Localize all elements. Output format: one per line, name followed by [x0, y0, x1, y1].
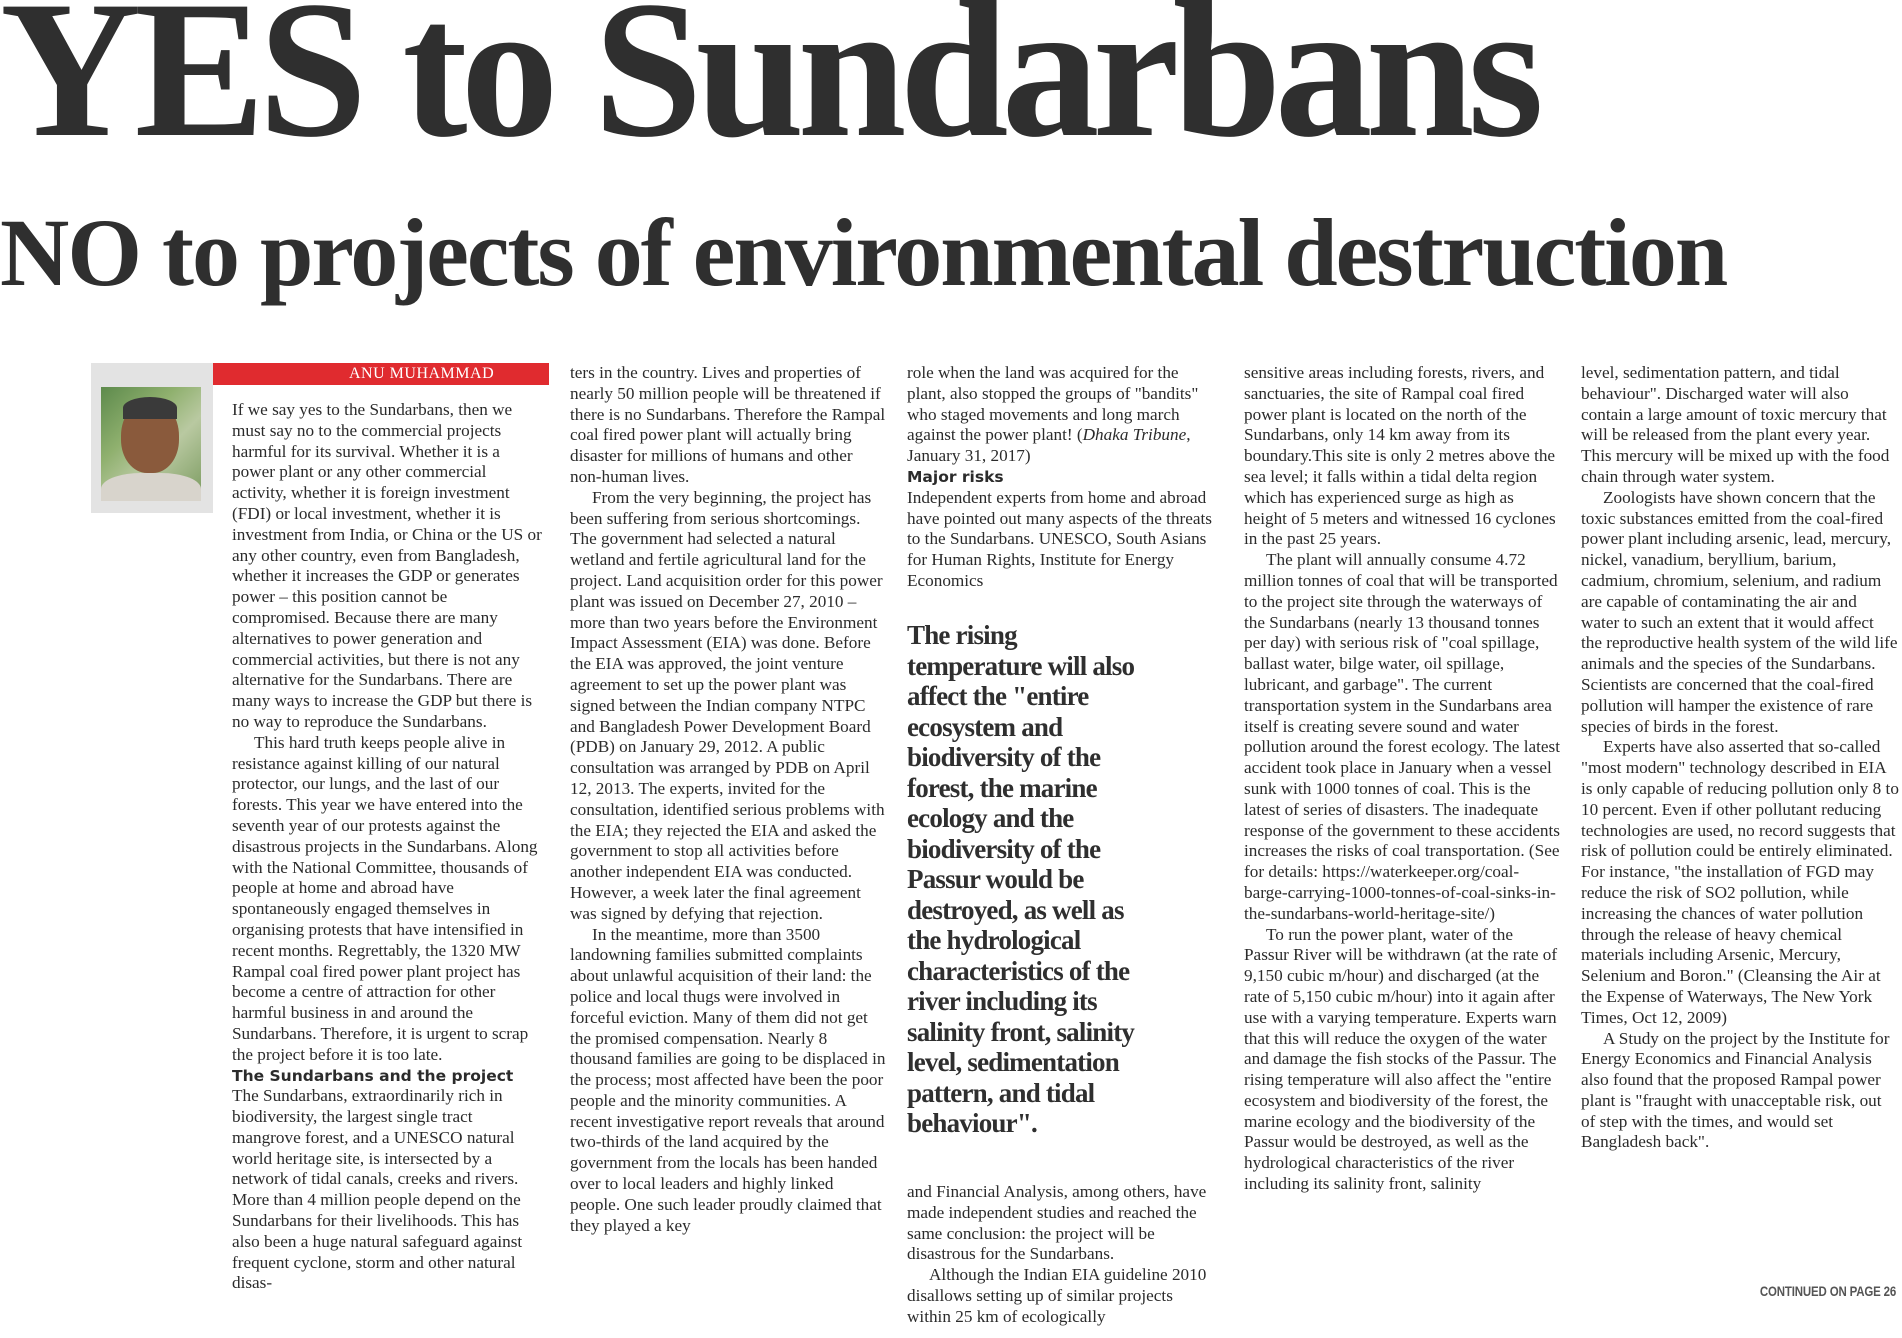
paragraph: Experts have also asserted that so-called "most modern" technology described in EIA is only capable of reducing pollution only 8 to 10 percent. Even if other pollutant reducing technologies are used, no record suggests that risk of pollution could be entirely eliminated. For instance, "the installation of FGD may reduce the risk of SO2 pollution, while increasing the chances of water pollution through the release of heavy chemical materials including Arsenic, Mercury, Selenium and Boron." (Cleansing the Air at the Expense of Waterways, The New York Times, Oct 12, 2009): [1581, 737, 1899, 1027]
paragraph: Independent experts from home and abroad have pointed out many aspects of the threats to the Sundarbans. UNESCO, South Asians for Human Rights, Institute for Energy Economics: [907, 487, 1212, 590]
paragraph: level, sedimentation pattern, and tidal behaviour". Discharged water will also contain a large amount of toxic mercury that will be released from the plant every year. This mercury will be mixed up with the food chain through water system.: [1581, 363, 1890, 486]
paragraph: The Sundarbans, extraordinarily rich in biodiversity, the largest single tract mangrove forest, and a UNESCO natural world heritage site, is intersected by a network of tidal canals, creeks and rivers. More than 4 million people depend on the Sundarbans for their livelihoods. This has also been a huge natural safeguard against frequent cyclone, storm and other natural disas-: [232, 1086, 523, 1293]
author-bar: [213, 363, 549, 385]
paragraph: and Financial Analysis, among others, have made independent studies and reached the same conclusion: the project will be disastrous for the Sundarbans.: [907, 1182, 1207, 1264]
column-5: [1581, 363, 1899, 1153]
paragraph: A Study on the project by the Institute for Energy Economics and Financial Analysis also found that the proposed Rampal power plant is "fraught with unacceptable risk, out of step with the times, and would set Bangladesh back".: [1581, 1028, 1890, 1152]
column-3-continued: [907, 1182, 1221, 1328]
pull-quote: The rising temperature will also affect the "entire ecosystem and biodiversity of the forest, the marine ecology and the biodiversity of the Passur would be destroyed, as well as the hydrological characteristics of the river including its salinity front, salinity level, sedimentation pattern, and tidal behaviour".: [907, 620, 1135, 1138]
paragraph: sensitive areas including forests, rivers, and sanctuaries, the site of Rampal coal fired power plant is located on the north of the Sundarbans, only 14 km away from its boundary.This site is only 2 metres above the sea level; it falls within a tidal delta region which has experienced surge as high as height of 5 meters and witnessed 16 cyclones in the past 25 years.: [1244, 363, 1556, 549]
paragraph: Zoologists have shown concern that the toxic substances emitted from the coal-fired power plant including arsenic, lead, mercury, nickel, vanadium, beryllium, barium, cadmium, chromium, selenium, and radium are capable of contaminating the air and water to such an extent that it would affect the reproductive health system of the wild life animals and the species of the Sundarbans. Scientists are concerned that the coal-fired pollution will hamper the existence of rare species of birds in the forest.: [1581, 487, 1898, 736]
author-name: ANU MUHAMMAD: [349, 365, 495, 382]
author-photo-frame: [91, 363, 213, 513]
column-2: [570, 363, 886, 1236]
paragraph: To run the power plant, water of the Passur River will be withdrawn (at the rate of 9,150 cubic m/hour) and discharged (at the rate of 5,150 cubic m/hour) into it again after use with a varying temperature. Experts warn that this will reduce the oxygen of the water and damage the fish stocks of the Passur. The rising temperature will also affect the "entire ecosystem and biodiversity of the forest, the marine ecology and the biodiversity of the Passur would be destroyed, as well as the hydrological characteristics of the river including its salinity front, salinity: [1244, 924, 1558, 1194]
subheadline: NO to projects of environmental destruction: [0, 199, 1727, 306]
headline: YES to Sundarbans: [0, 0, 1537, 178]
source-name: Dhaka Tribune: [1082, 425, 1187, 445]
paragraph: In the meantime, more than 3500 landowning families submitted complaints about unlawful acquisition of their land: the police and local thugs were involved in forceful eviction. Many of them did not get the promised compensation. Nearly 8 thousand families are going to be displaced in the process; most affected have been the poor people and the minority communities. A recent investigative report reveals that around two-thirds of the land acquired by the government from the locals has been handed over to local leaders and highly linked people. One such leader proudly claimed that they played a key: [570, 924, 886, 1235]
column-1: [232, 400, 544, 1294]
section-heading: The Sundarbans and the project: [232, 1066, 514, 1085]
paragraph: If we say yes to the Sundarbans, then we must say no to the commercial projects harmful for its survival. Whether it is a power plant or any other commercial activity, whether it is foreign investment (FDI) or local investment, whether it is investment from India, or China or the US or any other country, even from Bangladesh, whether it increases the GDP or generates power – this position cannot be compromised. Because there are many alternatives to power generation and commercial activities, but there is not any alternative for the Sundarbans. There are many ways to increase the GDP but there is no way to reproduce the Sundarbans.: [232, 400, 542, 731]
column-3: [907, 363, 1221, 592]
paragraph: From the very beginning, the project has been suffering from serious shortcomings. The government had selected a natural wetland and fertile agricultural land for the project. Land acquisition order for this power plant was issued on December 27, 2010 – more than two years before the Environment Impact Assessment (EIA) was done. Before the EIA was approved, the joint venture agreement to set up the power plant was signed between the Indian company NTPC and Bangladesh Power Development Board (PDB) on January 29, 2012. A public consultation was arranged by PDB on April 12, 2013. The experts, invited for the consultation, identified serious problems with the EIA; they rejected the EIA and asked the government to stop all activities before another independent EIA was conducted. However, a week later the final agreement was signed by defying that rejection.: [570, 487, 885, 923]
author-photo: [101, 387, 201, 501]
section-heading: Major risks: [907, 467, 1004, 486]
paragraph: Although the Indian EIA guideline 2010 disallows setting up of similar projects within 25 km of ecologically: [907, 1265, 1207, 1326]
paragraph: The plant will annually consume 4.72 million tonnes of coal that will be transported to the project site through the waterways of the Sundarbans (nearly 13 thousand tonnes per day) with serious risk of "coal spillage, ballast water, bilge water, oil spillage, lubricant, and garbage". The current transportation system in the Sundarbans area itself is creating severe sound and water pollution around the forest ecology. The latest accident took place in January when a vessel sunk with 1000 tonnes of coal. This is the latest of series of disasters. The inadequate response of the government to these accidents increases the risks of coal transportation. (See for details: https://waterkeeper.org/coal-barge-carrying-1000-tonnes-of-coal-sinks-in-the-sundarbans-world-heritage-site/): [1244, 550, 1560, 923]
paragraph: This hard truth keeps people alive in resistance against killing of our natural protector, our lungs, and the last of our forests. This year we have entered into the seventh year of our protests against the disastrous projects in the Sundarbans. Along with the National Committee, thousands of people at home and abroad have spontaneously engaged themselves in organising protests that have intensified in recent months. Regrettably, the 1320 MW Rampal coal fired power plant project has become a centre of attraction for other harmful business in and around the Sundarbans. Therefore, it is urgent to scrap the project before it is too late.: [232, 732, 538, 1064]
continued-on-page[interactable]: CONTINUED ON PAGE 26: [1759, 1283, 1896, 1299]
column-4: [1244, 363, 1560, 1195]
paragraph: ters in the country. Lives and properties of nearly 50 million people will be threatened if there is no Sundarbans. Therefore the Rampal coal fired power plant will actually bring disaster for millions of humans and other non-human lives.: [570, 363, 886, 486]
paragraph: role when the land was acquired for the plant, also stopped the groups of "bandits" who staged movements and long march against the power plant! (Dhaka Tribune, January 31, 2017): [907, 363, 1199, 466]
